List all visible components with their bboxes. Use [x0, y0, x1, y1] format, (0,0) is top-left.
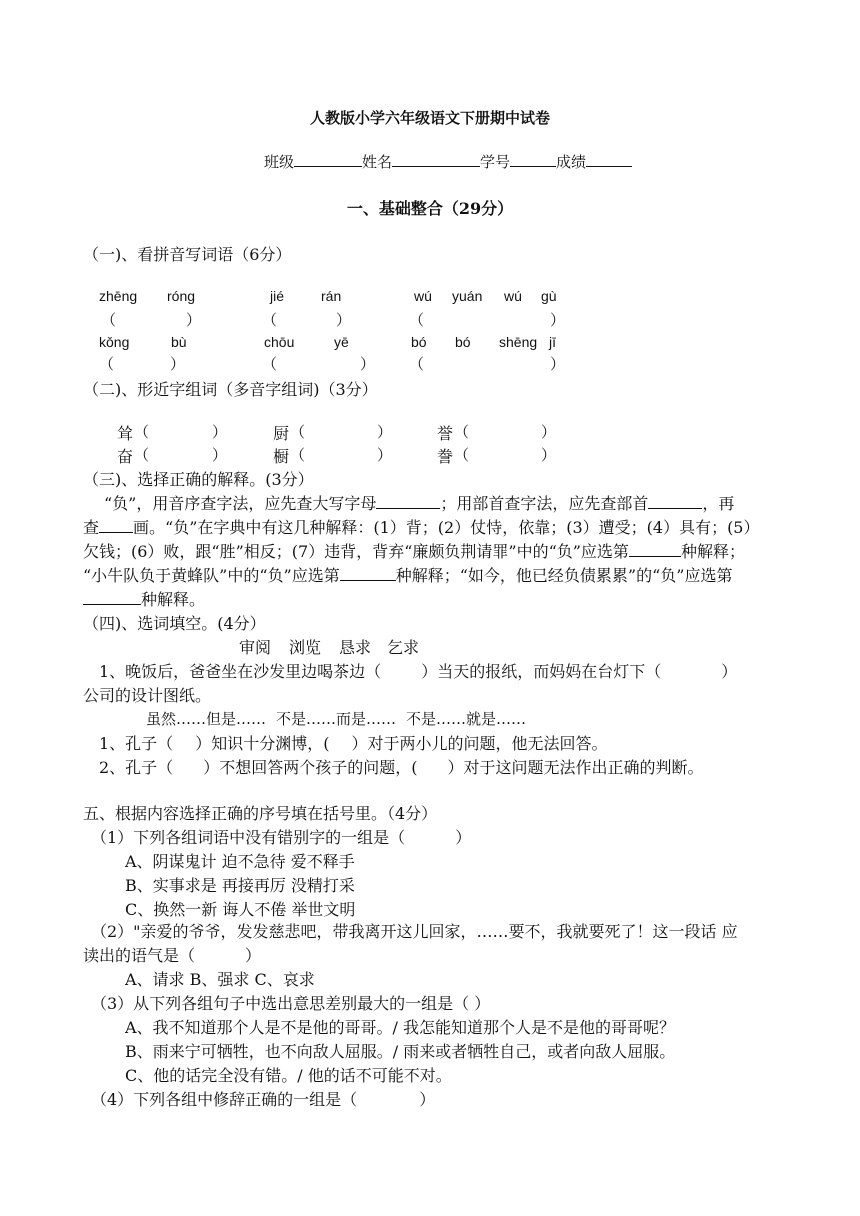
section-heading: 一、基础整合（29分） [346, 199, 514, 218]
option-a: A、阴谋鬼计 迫不急待 爱不释手 [125, 852, 355, 871]
answer-blank[interactable] [99, 518, 133, 533]
answer-paren-close: ） [541, 423, 557, 441]
answer-paren-open: （ [134, 446, 150, 464]
character: 誉 [437, 424, 454, 443]
answer-paren-open: （ [101, 311, 117, 329]
q3-line: “小牛队负于黄蜂队”中的“负”应选第 种解释；“如今，他已经负债累累”的“负”应选第 [83, 566, 733, 585]
pinyin: bó [455, 334, 471, 350]
pinyin: wú [414, 288, 432, 304]
answer-paren-close: ） [212, 423, 228, 441]
answer-paren-close: ） [170, 355, 186, 373]
q3-heading: （三)、选择正确的解释。(3分） [83, 470, 314, 489]
q2-heading: （二)、形近字组词（多音字组词)（3分） [83, 380, 378, 399]
pinyin: rán [321, 288, 342, 304]
q5-item: （4）下列各组中修辞正确的一组是（ ） [91, 1090, 436, 1109]
answer-blank[interactable] [648, 494, 702, 509]
answer-paren-open: （ [134, 423, 150, 441]
q3-line: “负”，用音序查字法，应先查大写字母 ；用部首查字法，应先查部首 ，再 [104, 494, 735, 513]
answer-blank[interactable] [340, 566, 396, 581]
pinyin: wú [504, 288, 522, 304]
conjunction-option: 不是……而是…… [276, 710, 397, 728]
name-label: 姓名 [362, 153, 393, 171]
id-label: 学号 [480, 153, 511, 171]
q3-line: 欠钱；(6）败，跟“胜”相反；(7）违背，背弃“廉颇负荆请罪”中的“负”应选第 种解释； [83, 542, 745, 561]
answer-paren-close: ） [550, 311, 566, 329]
word-option: 恳求 [339, 638, 372, 657]
answer-paren-open: （ [99, 355, 115, 373]
answer-paren-close: ） [541, 446, 557, 464]
pinyin: bó [411, 334, 427, 350]
conjunction-option: 不是……就是…… [406, 710, 527, 728]
character: 耸 [117, 424, 134, 443]
q5-heading: 五、根据内容选择正确的序号填在括号里。（4分） [83, 804, 438, 823]
score-label: 成绩 [556, 153, 587, 171]
character: 橱 [273, 447, 290, 466]
word-bank [239, 635, 419, 658]
q4-heading: （四)、选词填空。(4分） [83, 614, 266, 633]
pinyin: bù [171, 334, 187, 350]
option-b: B、实事求是 再接再厉 没精打采 [125, 876, 355, 895]
answer-paren-open: （ [290, 423, 306, 441]
q5-item: （3）从下列各组句子中选出意思差别最大的一组是（ ） [91, 994, 491, 1013]
exam-title: 人教版小学六年级语文下册期中试卷 [309, 109, 550, 127]
option-a: A、我不知道那个人是不是他的哥哥。/ 我怎能知道那个人是不是他的哥哥呢？ [125, 1018, 676, 1037]
answer-paren-close: ） [360, 355, 376, 373]
conjunction-option: 虽然……但是…… [146, 710, 267, 728]
option-b: B、雨来宁可牺牲，也不向敌人屈服。/ 雨来或者牺牲自己，或者向敌人屈服。 [125, 1042, 676, 1061]
class-blank[interactable] [294, 152, 362, 167]
character: 誊 [437, 447, 454, 466]
pinyin: shēnɡ [499, 334, 538, 350]
pinyin: zhēnɡ [99, 288, 138, 304]
answer-paren-open: （ [409, 311, 425, 329]
pinyin: yē [334, 334, 349, 350]
answer-paren-open: （ [454, 423, 470, 441]
option-c: C、换然一新 诲人不倦 举世文明 [125, 900, 356, 919]
answer-paren-close: ） [550, 355, 566, 373]
pinyin: jī [549, 334, 556, 350]
character: 奋 [117, 447, 134, 466]
answer-paren-open: （ [454, 446, 470, 464]
character: 厨 [273, 424, 290, 443]
answer-paren-open: （ [290, 446, 306, 464]
name-blank[interactable] [392, 152, 480, 167]
word-option: 浏览 [289, 638, 322, 657]
word-option: 乞求 [387, 638, 420, 657]
options: A、请求 B、强求 C、哀求 [125, 970, 315, 989]
answer-paren-open: （ [262, 311, 278, 329]
answer-paren-open: （ [409, 355, 425, 373]
pinyin: chōu [264, 334, 295, 350]
q4-sentence: 1、晚饭后，爸爸坐在沙发里边喝茶边（ ）当天的报纸，而妈妈在台灯下（ ） [99, 662, 738, 681]
class-label: 班级 [264, 153, 295, 171]
pinyin: jié [270, 288, 285, 304]
q4-sentence-cont: 公司的设计图纸。 [83, 686, 212, 705]
answer-blank[interactable] [83, 590, 141, 605]
answer-paren-close: ） [186, 311, 202, 329]
pinyin: ɡù [541, 288, 557, 304]
answer-paren-open: （ [262, 355, 278, 373]
answer-blank[interactable] [629, 542, 681, 557]
word-option: 审阅 [239, 638, 272, 657]
answer-paren-close: ） [377, 446, 393, 464]
q3-line: 查 画。“负”在字典中有这几种解释：(1）背；(2）仗恃，依靠；(3）遭受；(4）具有；(5） [83, 518, 760, 537]
q5-item-cont: 读出的语气是（ ） [83, 946, 262, 965]
pinyin: yuán [452, 288, 483, 304]
option-c: C、他的话完全没有错。/ 他的话不可能不对。 [125, 1066, 452, 1085]
id-blank[interactable] [510, 152, 556, 167]
score-blank[interactable] [586, 152, 632, 167]
answer-paren-close: ） [336, 311, 352, 329]
pinyin: rónɡ [167, 288, 196, 304]
q1-heading: （一)、看拼音写词语（6分） [83, 245, 292, 264]
answer-blank[interactable] [376, 494, 440, 509]
q4-sentence: 1、孔子（ ）知识十分渊博，( ）对于两小儿的问题，他无法回答。 [99, 734, 608, 753]
student-info-line [264, 151, 632, 172]
q3-line: 种解释。 [83, 587, 205, 610]
q5-item: （2）"亲爱的爷爷，发发慈悲吧，带我离开这儿回家，……要不，我就要死了！这一段话 应 [91, 922, 738, 941]
q5-item: （1）下列各组词语中没有错别字的一组是（ ） [91, 828, 472, 847]
answer-paren-close: ） [377, 423, 393, 441]
pinyin: kǒnɡ [99, 334, 130, 350]
answer-paren-close: ） [212, 446, 228, 464]
q4-sentence: 2、孔子（ ）不想回答两个孩子的问题，( ）对于这问题无法作出正确的判断。 [99, 758, 704, 777]
conjunction-bank [146, 708, 526, 729]
